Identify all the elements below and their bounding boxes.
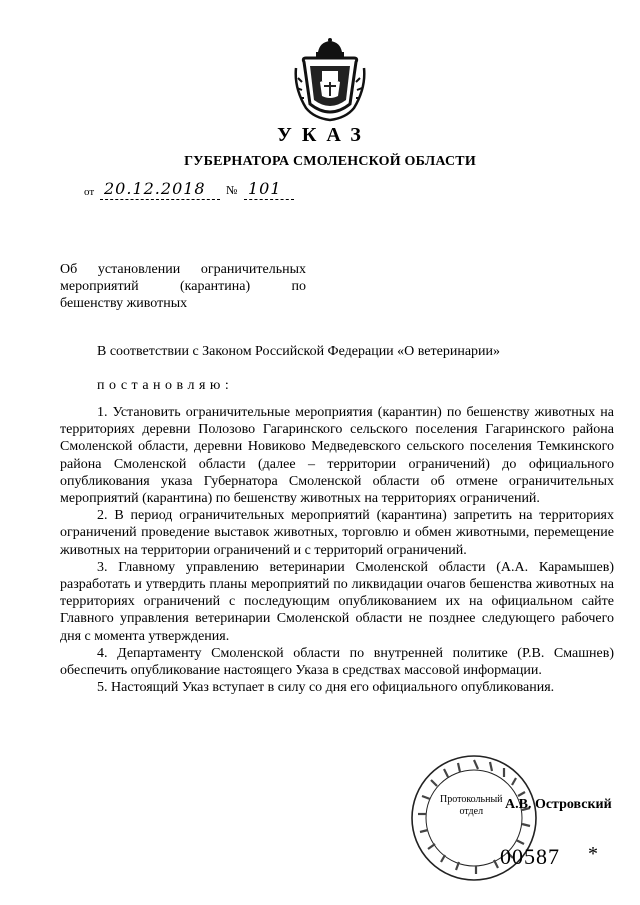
date-field — [100, 179, 220, 200]
number-label: № — [226, 183, 238, 197]
decree-item: 4. Департаменту Смоленской области по внутренней политике (Р.В. Смашнев) обеспечить опубликование настоящего Указа в средствах массовой информации. — [60, 645, 614, 679]
signer-name: А.В. Островский — [505, 797, 612, 812]
document-title: УКАЗ — [277, 124, 371, 146]
decree-subject — [60, 261, 306, 312]
decree-body — [60, 404, 614, 696]
subject-line: мероприятий (карантина) по — [60, 279, 306, 294]
handwritten-number: 101 — [248, 179, 282, 198]
decree-item: 1. Установить ограничительные мероприятия (карантин) по бешенству животных на территориях деревни Полозово Гагаринского сельского поселения Гагаринского района Смоленской области, деревни Новиково Медведевского сельского поселения Темкинского района Смоленской области (далее – территории ограничений) до официального опубликования указа Губернатора Смоленской области об отмене ограничительных мероприятий (карантина) по бешенству животных на территориях ограничений. — [60, 405, 614, 507]
legal-basis: В соответствии с Законом Российской Федерации «О ветеринарии» — [97, 344, 501, 359]
stamp-line: Протокольный — [440, 794, 503, 805]
resolve-word: постановляю: — [97, 378, 234, 393]
stamp-inscription — [440, 794, 503, 818]
handwritten-date: 20.12.2018 — [104, 179, 206, 198]
registration-number: 00587 — [500, 844, 560, 869]
number-field — [244, 179, 294, 200]
decree-item: 5. Настоящий Указ вступает в силу со дня его официального опубликования. — [97, 680, 555, 696]
registration-mark: * — [588, 843, 598, 865]
stamp-line: отдел — [459, 806, 484, 817]
subject-line: бешенству животных — [60, 296, 188, 311]
decree-item: 3. Главному управлению ветеринарии Смоленской области (А.А. Карамышев) разработать и утвердить планы мероприятий по ликвидации очагов бешенства животных на территориях ограничений с последующим опубликованием их на официальном сайте Главного управления ветеринарии Смоленской области не позднее следующего рабочего дня с момента утверждения. — [60, 559, 614, 644]
decree-item: 2. В период ограничительных мероприятий (карантина) запретить на территориях ограничений проведение выставок животных, торговлю и обмен животными, перемещение животных на территории ограничений и с территорий ограничений. — [60, 508, 614, 558]
coat-of-arms-icon — [294, 38, 366, 122]
subject-line: Об установлении ограничительных — [60, 262, 306, 277]
date-prefix: от — [84, 186, 95, 198]
document-subtitle: ГУБЕРНАТОРА СМОЛЕНСКОЙ ОБЛАСТИ — [184, 154, 476, 169]
